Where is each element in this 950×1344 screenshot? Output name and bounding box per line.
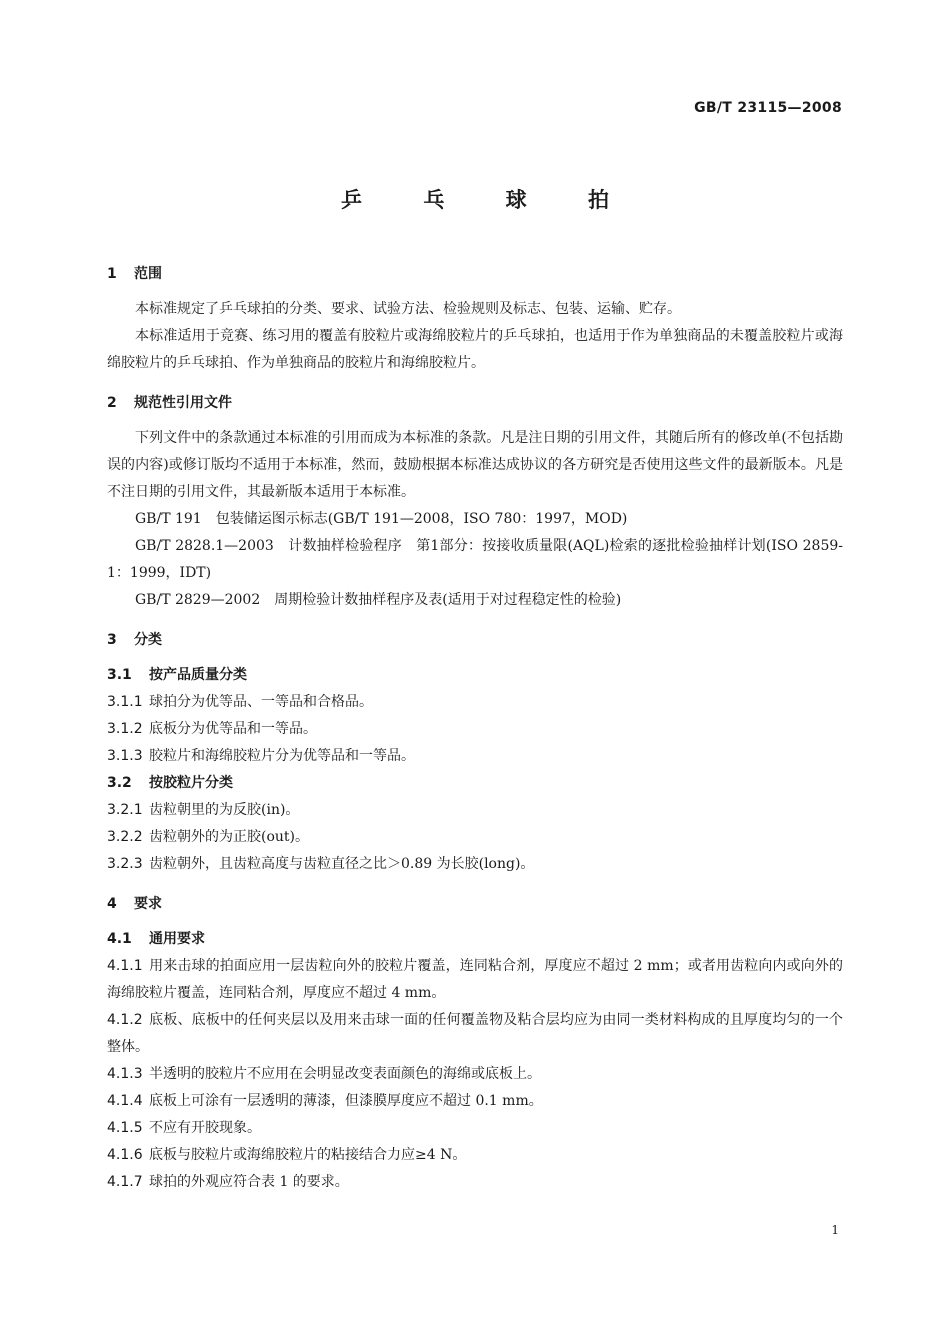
clause-text: 底板分为优等品和一等品。 bbox=[149, 721, 317, 737]
subsection-number: 4.1 bbox=[107, 931, 132, 947]
section-heading bbox=[107, 262, 843, 286]
clause bbox=[107, 689, 843, 716]
subsection-title: 按胶粒片分类 bbox=[149, 775, 233, 791]
section-heading bbox=[107, 892, 843, 916]
subsection-heading bbox=[107, 662, 843, 689]
section-heading bbox=[107, 628, 843, 652]
clause bbox=[107, 716, 843, 743]
subsection-number: 3.1 bbox=[107, 667, 132, 683]
clause bbox=[107, 824, 843, 851]
standard-code: GB/T 23115—2008 bbox=[694, 100, 842, 116]
clause bbox=[107, 797, 843, 824]
clause bbox=[107, 1169, 843, 1196]
clause-text: 用来击球的拍面应用一层齿粒向外的胶粒片覆盖，连同粘合剂，厚度应不超过 2 mm；或者用齿粒向内或向外的海绵胶粒片覆盖，连同粘合剂，厚度应不超过 4 mm。 bbox=[107, 958, 843, 1001]
section-title: 分类 bbox=[134, 632, 162, 648]
subsection-heading bbox=[107, 770, 843, 797]
clause-number: 4.1.7 bbox=[107, 1174, 143, 1190]
clause bbox=[107, 1088, 843, 1115]
clause-number: 3.2.1 bbox=[107, 802, 143, 818]
section-number: 4 bbox=[107, 896, 117, 912]
section-title: 范围 bbox=[134, 266, 162, 282]
clause-text: 齿粒朝外，且齿粒高度与齿粒直径之比＞0.89 为长胶(long)。 bbox=[149, 856, 535, 872]
clause-text: 半透明的胶粒片不应用在会明显改变表面颜色的海绵或底板上。 bbox=[149, 1066, 541, 1082]
clause-number: 3.2.3 bbox=[107, 856, 143, 872]
clause-text: 齿粒朝里的为反胶(in)。 bbox=[149, 802, 300, 818]
document-body bbox=[107, 262, 843, 1196]
section-number: 2 bbox=[107, 395, 117, 411]
subsection-number: 3.2 bbox=[107, 775, 132, 791]
reference-item: GB/T 2828.1—2003 计数抽样检验程序 第1部分：按接收质量限(AQL)检索的逐批检验抽样计划(ISO 2859-1：1999，IDT) bbox=[107, 538, 843, 581]
clause bbox=[107, 743, 843, 770]
clause-text: 胶粒片和海绵胶粒片分为优等品和一等品。 bbox=[149, 748, 415, 764]
section-number: 1 bbox=[107, 266, 117, 282]
clause-text: 底板上可涂有一层透明的薄漆，但漆膜厚度应不超过 0.1 mm。 bbox=[149, 1093, 543, 1109]
clause-text: 球拍分为优等品、一等品和合格品。 bbox=[149, 694, 373, 710]
section-number: 3 bbox=[107, 632, 117, 648]
section-heading bbox=[107, 391, 843, 415]
clause-text: 不应有开胶现象。 bbox=[149, 1120, 261, 1136]
reference-item: GB/T 191 包装储运图示标志(GB/T 191—2008，ISO 780：1997，MOD) bbox=[135, 511, 628, 527]
clause-number: 4.1.5 bbox=[107, 1120, 143, 1136]
clause bbox=[107, 1115, 843, 1142]
document-title: 乒 乓 球 拍 bbox=[341, 188, 636, 212]
paragraph: 本标准规定了乒乓球拍的分类、要求、试验方法、检验规则及标志、包装、运输、贮存。 bbox=[135, 301, 681, 317]
clause-number: 4.1.6 bbox=[107, 1147, 143, 1163]
paragraph: 下列文件中的条款通过本标准的引用而成为本标准的条款。凡是注日期的引用文件，其随后所有的修改单(不包括勘误的内容)或修订版均不适用于本标准，然而，鼓励根据本标准达成协议的各方研究是否使用这些文件的最新版本。凡是不注日期的引用文件，其最新版本适用于本标准。 bbox=[107, 430, 843, 500]
clause-number: 4.1.1 bbox=[107, 958, 143, 974]
reference-item: GB/T 2829—2002 周期检验计数抽样程序及表(适用于对过程稳定性的检验) bbox=[135, 592, 622, 608]
clause bbox=[107, 1061, 843, 1088]
clause-number: 4.1.3 bbox=[107, 1066, 143, 1082]
clause-text: 底板与胶粒片或海绵胶粒片的粘接结合力应≥4 N。 bbox=[149, 1147, 467, 1163]
clause-number: 4.1.4 bbox=[107, 1093, 143, 1109]
subsection-title: 按产品质量分类 bbox=[149, 667, 247, 683]
subsection-title: 通用要求 bbox=[149, 931, 205, 947]
paragraph: 本标准适用于竞赛、练习用的覆盖有胶粒片或海绵胶粒片的乒乓球拍，也适用于作为单独商品的未覆盖胶粒片或海绵胶粒片的乒乓球拍、作为单独商品的胶粒片和海绵胶粒片。 bbox=[107, 328, 843, 371]
clause bbox=[107, 851, 843, 878]
clause-text: 球拍的外观应符合表 1 的要求。 bbox=[149, 1174, 349, 1190]
clause-number: 3.2.2 bbox=[107, 829, 143, 845]
clause-number: 3.1.2 bbox=[107, 721, 143, 737]
section-title: 要求 bbox=[134, 896, 162, 912]
clause bbox=[107, 1007, 843, 1061]
clause-text: 齿粒朝外的为正胶(out)。 bbox=[149, 829, 309, 845]
clause bbox=[107, 953, 843, 1007]
subsection-heading bbox=[107, 926, 843, 953]
section-title: 规范性引用文件 bbox=[134, 395, 232, 411]
clause-number: 4.1.2 bbox=[107, 1012, 143, 1028]
clause-number: 3.1.1 bbox=[107, 694, 143, 710]
clause-text: 底板、底板中的任何夹层以及用来击球一面的任何覆盖物及粘合层均应为由同一类材料构成的且厚度均匀的一个整体。 bbox=[107, 1012, 843, 1055]
clause-number: 3.1.3 bbox=[107, 748, 143, 764]
page-number: 1 bbox=[831, 1223, 839, 1237]
clause bbox=[107, 1142, 843, 1169]
